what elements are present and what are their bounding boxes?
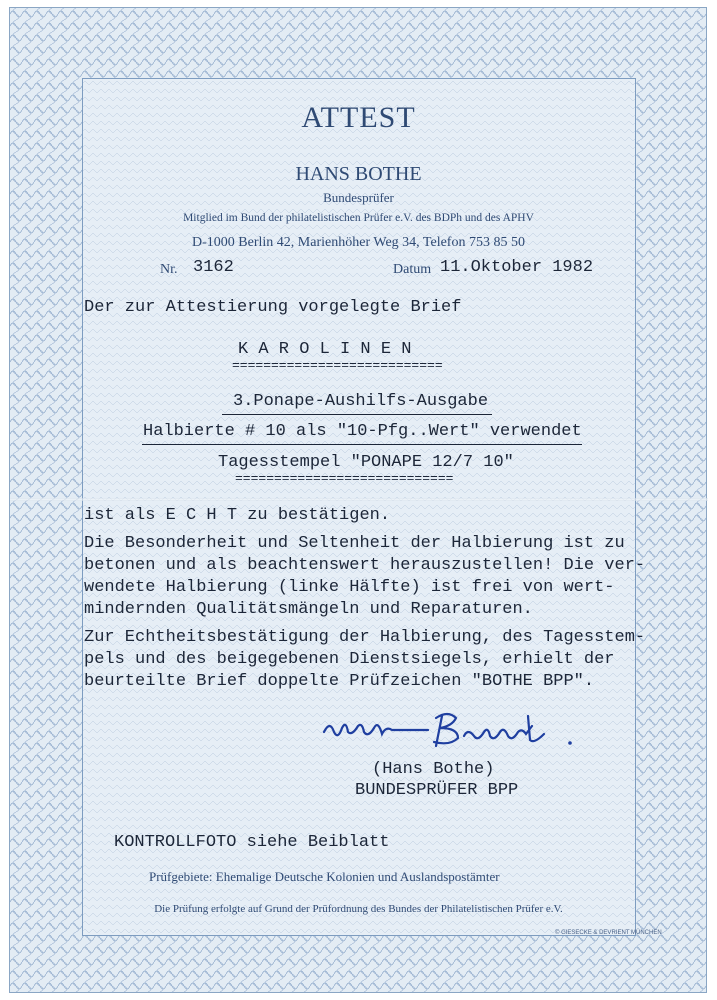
address-line: D-1000 Berlin 42, Marienhöher Weg 34, Telefon 753 85 50 (192, 235, 525, 250)
paragraph-2-line-3: beurteilte Brief doppelte Prüfzeichen "BOTHE BPP". (84, 672, 595, 691)
fold-line (10, 498, 708, 501)
date-label: Datum (393, 262, 432, 277)
paragraph-1-line-2: betonen und als beachtenswert herauszustellen! Die ver- (84, 556, 646, 575)
subject-divider: =========================== (232, 358, 443, 373)
detail-underline (142, 444, 582, 445)
detail-line: Halbierte # 10 als "10-Pfg..Wert" verwendet (143, 422, 582, 441)
paragraph-2-line-2: pels und des beigegebenen Dienstsiegels, erhielt der (84, 650, 615, 669)
examiner-role: Bundesprüfer (323, 190, 394, 205)
certificate-title: ATTEST (301, 101, 416, 134)
signature-name: (Hans Bothe) (372, 760, 495, 779)
signature-title: BUNDESPRÜFER BPP (355, 781, 519, 800)
postmark-line: Tagesstempel "PONAPE 12/7 10" (218, 453, 514, 472)
certificate-number: 3162 (193, 258, 234, 277)
legal-footer: Die Prüfung erfolgte auf Grund der Prüfordnung des Bundes der Philatelistischen Prüfer e.V. (154, 903, 563, 915)
certificate-date: 11.Oktober 1982 (440, 258, 594, 277)
number-label: Nr. (160, 262, 178, 277)
issue-underline (222, 414, 492, 415)
handwritten-signature (318, 706, 588, 756)
paragraph-2-line-1: Zur Echtheitsbestätigung der Halbierung, des Tagesstem- (84, 628, 646, 647)
examiner-name: HANS BOTHE (295, 163, 422, 185)
intro-line: Der zur Attestierung vorgelegte Brief (84, 298, 462, 317)
control-photo-note: KONTROLLFOTO siehe Beiblatt (114, 833, 390, 852)
paragraph-1-line-3: wendete Halbierung (linke Hälfte) ist frei von wert- (84, 578, 615, 597)
examination-areas: Prüfgebiete: Ehemalige Deutsche Kolonien und Auslandspostämter (149, 869, 500, 884)
paragraph-1-line-4: mindernden Qualitätsmängeln und Reparaturen. (84, 600, 533, 619)
paragraph-1-line-1: Die Besonderheit und Seltenheit der Halbierung ist zu (84, 534, 625, 553)
subject-line: K A R O L I N E N (238, 340, 412, 359)
printer-imprint: © GIESECKE & DEVRIENT MÜNCHEN (555, 930, 662, 936)
postmark-divider: ============================ (235, 471, 454, 486)
issue-line: 3.Ponape-Aushilfs-Ausgabe (233, 392, 489, 411)
authenticity-statement: ist als E C H T zu bestätigen. (84, 506, 391, 525)
membership-line: Mitglied im Bund der philatelistischen Prüfer e.V. des BDPh und des APHV (183, 212, 534, 224)
